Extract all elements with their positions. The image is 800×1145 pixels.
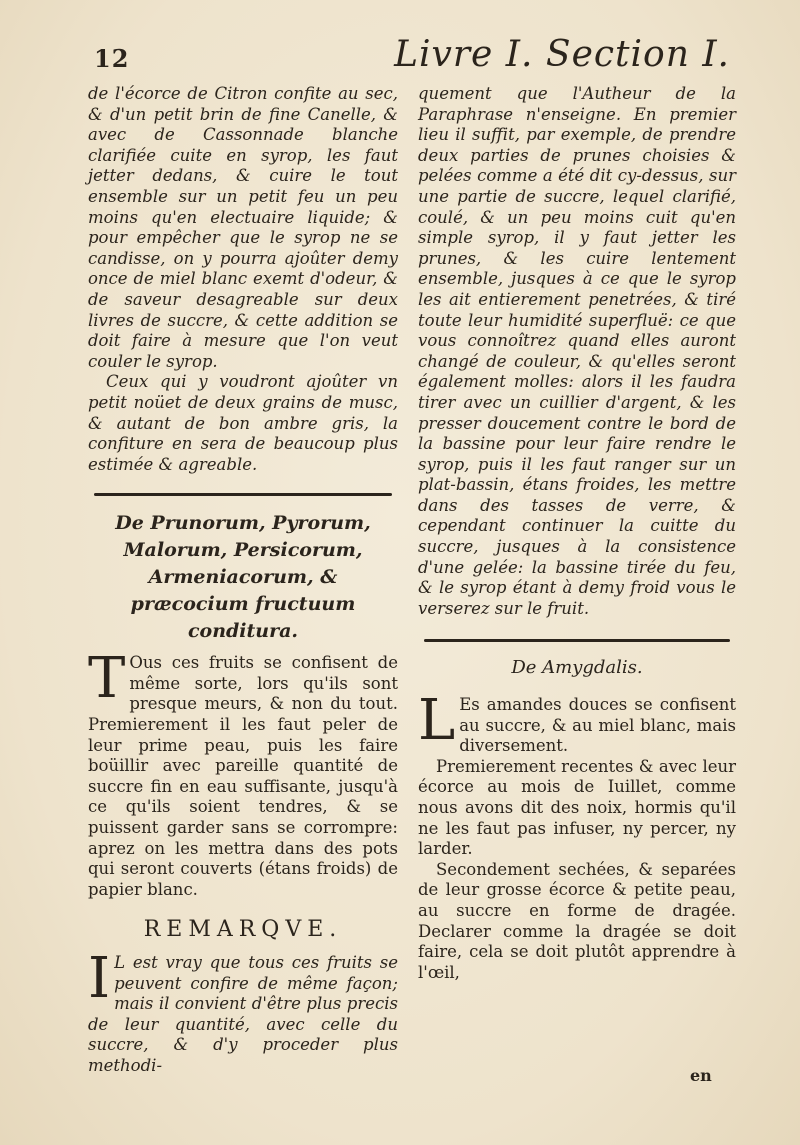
drop-cap: L [418, 688, 456, 754]
drop-cap: T [88, 646, 126, 712]
drop-cap: I [88, 946, 111, 1011]
remarque-heading: REMARQVE. [143, 917, 343, 943]
page-header [90, 34, 730, 74]
right-paragraph-3: Premierement recentes & avec leur écorce au mois de Iuillet, comme nous avons dit des noix, hormis qu'il ne les faut pas infuser, ny percer, ny larder. [418, 756, 736, 859]
page-number: 12 [94, 44, 130, 73]
section-heading-amygdalis: De Amygdalis. [511, 657, 643, 679]
right-paragraph-2-text: Es amandes douces se confisent au succre, & au miel blanc, mais diversement. [459, 695, 736, 756]
right-paragraph-4: Secondement sechées, & separées de leur grosse écorce & petite peau, au succre en forme de dragée. Declarer comme la dragée se doit faire, cela se doit plutôt apprendre à l'œil, [418, 859, 736, 982]
left-paragraph-3 [88, 646, 398, 900]
left-column [88, 84, 398, 1077]
left-paragraph-4-text: L est vray que tous ces fruits se peuvent confire de même façon; mais il convient d'être plus precis de leur quantité, avec celle du succre, & d'y proceder plus methodi- [88, 953, 398, 1075]
section-divider [424, 639, 730, 642]
left-paragraph-4 [88, 946, 398, 1077]
left-paragraph-1: de l'écorce de Citron confite au sec, & d'un petit brin de fine Canelle, & avec de Cassonnade blanche clarifiée cuite en syrop, les faut jetter dedans, & cuire le tout ensemble sur un petit feu un peu moins qu'en electuaire liquide; & pour empêcher que le syrop ne se candisse, on y pourra ajoûter demy once de miel blanc exemt d'odeur, & de saveur desagreable sur deux livres de succre, & cette addition se doit faire à mesure que l'on veut couler le syrop. [88, 84, 398, 371]
left-paragraph-3-text: Ous ces fruits se confisent de même sorte, lors qu'ils sont presque meurs, & non du tout. Premierement il les faut peler de leur prime peau, puis les faire boüillir avec pareille quantité de succre fin en eau suffisante, jusqu'à ce qu'ils soient tendres, & se puissent garder sans se corrompre: aprez on les mettra dans des pots qui seront couverts (étans froids) de papier blanc. [88, 653, 398, 899]
right-paragraph-2 [418, 688, 736, 757]
section-divider [94, 493, 392, 496]
running-title: Livre I. Section I. [394, 34, 730, 75]
right-column [418, 84, 736, 983]
right-paragraph-1: quement que l'Autheur de la Paraphrase n'enseigne. En premier lieu il suffit, par exemple, de prendre deux parties de prunes choisies & pelées comme a été dit cy-dessus, sur une partie de succre, lequel clarifié, coulé, & un peu moins cuit qu'en simple syrop, il y faut jetter les prunes, & les cuire lentement ensemble, jusques à ce que le syrop les ait entierement penetrées, & tiré toute leur humidité superfluë: ce que vous connoîtrez quand elles auront changé de couleur, & qu'elles seront également molles: alors il les faudra tirer avec un cuillier d'argent, & les presser doucement contre le bord de la bassine pour leur faire rendre le syrop, puis il les faut ranger sur un plat-bassin, étans froides, les mettre dans des tasses de verre, & cependant continuer la cuitte du succre, jusques à la consistence d'une gelée: la bassine tirée du feu, & le syrop étant à demy froid vous le verserez sur le fruit. [418, 84, 736, 618]
left-paragraph-2: Ceux qui y voudront ajoûter vn petit noüet de deux grains de musc, & autant de bon ambre gris, la confiture en sera de beaucoup plus estimée & agreable. [88, 372, 398, 474]
section-heading-fruits: De Prunorum, Pyrorum, Malorum, Persicorum, Armeniacorum, & præcocium fructuum conditura. [115, 512, 371, 643]
catchword: en [690, 1066, 712, 1085]
